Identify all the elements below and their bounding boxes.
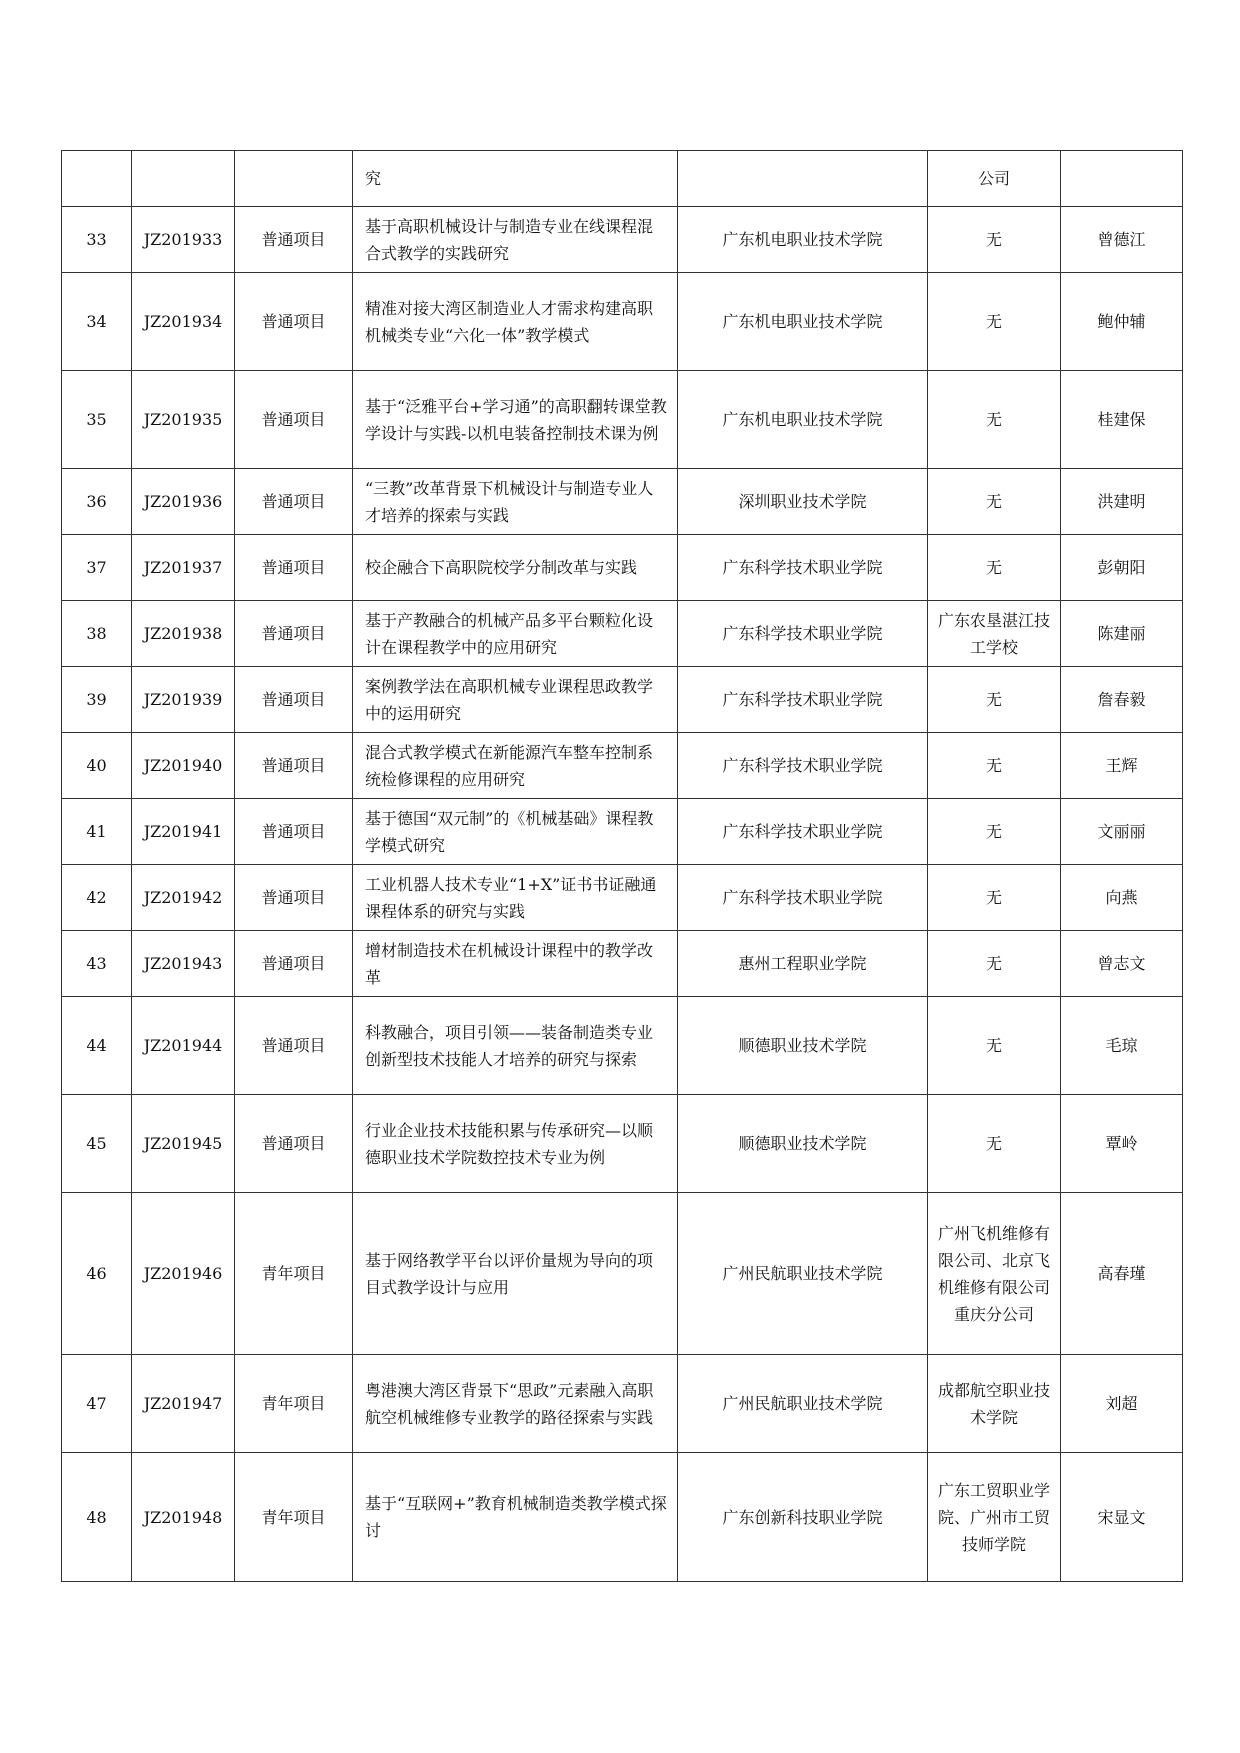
- applicant-school: 广东科学技术职业学院: [678, 601, 928, 667]
- row-number: 36: [62, 469, 132, 535]
- project-category: 青年项目: [235, 1453, 353, 1582]
- applicant-school: 广东机电职业技术学院: [678, 273, 928, 371]
- project-leader: 向燕: [1061, 865, 1183, 931]
- applicant-school: 广东科学技术职业学院: [678, 799, 928, 865]
- partner-organization: 公司: [928, 151, 1061, 207]
- table-row: [62, 865, 1183, 931]
- project-title: 精准对接大湾区制造业人才需求构建高职机械类专业“六化一体”教学模式: [353, 273, 678, 371]
- table-row: [62, 273, 1183, 371]
- partner-organization: 无: [928, 997, 1061, 1095]
- project-code: JZ201938: [132, 601, 235, 667]
- applicant-school: 广东科学技术职业学院: [678, 865, 928, 931]
- project-title: 行业企业技术技能积累与传承研究—以顺德职业技术学院数控技术专业为例: [353, 1095, 678, 1193]
- project-leader: 毛琼: [1061, 997, 1183, 1095]
- project-title: 粤港澳大湾区背景下“思政”元素融入高职航空机械维修专业教学的路径探索与实践: [353, 1355, 678, 1453]
- row-number: 37: [62, 535, 132, 601]
- project-category: 普通项目: [235, 535, 353, 601]
- table-row: [62, 207, 1183, 273]
- table-row: [62, 931, 1183, 997]
- project-leader: 曾志文: [1061, 931, 1183, 997]
- project-code: JZ201934: [132, 273, 235, 371]
- row-number: 44: [62, 997, 132, 1095]
- partner-organization: 广东农垦湛江技工学校: [928, 601, 1061, 667]
- project-category: 普通项目: [235, 799, 353, 865]
- row-number: 42: [62, 865, 132, 931]
- project-category: 普通项目: [235, 601, 353, 667]
- row-number: 34: [62, 273, 132, 371]
- applicant-school: 广东创新科技职业学院: [678, 1453, 928, 1582]
- table-row: [62, 469, 1183, 535]
- project-code: JZ201943: [132, 931, 235, 997]
- project-code: JZ201937: [132, 535, 235, 601]
- partner-organization: 无: [928, 273, 1061, 371]
- project-code: JZ201942: [132, 865, 235, 931]
- project-leader: 覃岭: [1061, 1095, 1183, 1193]
- project-leader: [1061, 151, 1183, 207]
- project-code: JZ201948: [132, 1453, 235, 1582]
- table-row: [62, 1193, 1183, 1355]
- table-row: [62, 1355, 1183, 1453]
- project-title: 基于“互联网+”教育机械制造类教学模式探讨: [353, 1453, 678, 1582]
- project-category: 普通项目: [235, 667, 353, 733]
- partner-organization: 无: [928, 469, 1061, 535]
- partner-organization: 无: [928, 799, 1061, 865]
- table-row: [62, 667, 1183, 733]
- project-code: JZ201935: [132, 371, 235, 469]
- project-leader: 文丽丽: [1061, 799, 1183, 865]
- project-title: 工业机器人技术专业“1+X”证书书证融通课程体系的研究与实践: [353, 865, 678, 931]
- project-category: 普通项目: [235, 997, 353, 1095]
- applicant-school: [678, 151, 928, 207]
- applicant-school: 广东科学技术职业学院: [678, 733, 928, 799]
- project-leader: 曾德江: [1061, 207, 1183, 273]
- project-title: 校企融合下高职院校学分制改革与实践: [353, 535, 678, 601]
- project-code: JZ201936: [132, 469, 235, 535]
- project-leader: 洪建明: [1061, 469, 1183, 535]
- project-leader: 詹春毅: [1061, 667, 1183, 733]
- row-number: 43: [62, 931, 132, 997]
- applicant-school: 广东机电职业技术学院: [678, 207, 928, 273]
- project-code: JZ201940: [132, 733, 235, 799]
- project-category: [235, 151, 353, 207]
- project-title: 基于高职机械设计与制造专业在线课程混合式教学的实践研究: [353, 207, 678, 273]
- partner-organization: 广东工贸职业学院、广州市工贸技师学院: [928, 1453, 1061, 1582]
- row-number: 33: [62, 207, 132, 273]
- partner-organization: 无: [928, 535, 1061, 601]
- partner-organization: 无: [928, 1095, 1061, 1193]
- applicant-school: 广州民航职业技术学院: [678, 1355, 928, 1453]
- table-row: [62, 733, 1183, 799]
- partner-organization: 无: [928, 865, 1061, 931]
- applicant-school: 惠州工程职业学院: [678, 931, 928, 997]
- project-category: 普通项目: [235, 1095, 353, 1193]
- project-code: JZ201933: [132, 207, 235, 273]
- project-leader: 鲍仲辅: [1061, 273, 1183, 371]
- project-category: 普通项目: [235, 733, 353, 799]
- project-category: 青年项目: [235, 1193, 353, 1355]
- table-body: [62, 151, 1183, 1582]
- project-category: 普通项目: [235, 273, 353, 371]
- row-number: 47: [62, 1355, 132, 1453]
- partner-organization: 无: [928, 733, 1061, 799]
- project-title: 案例教学法在高职机械专业课程思政教学中的运用研究: [353, 667, 678, 733]
- project-category: 普通项目: [235, 371, 353, 469]
- applicant-school: 广东科学技术职业学院: [678, 667, 928, 733]
- row-number: 35: [62, 371, 132, 469]
- project-title: 基于网络教学平台以评价量规为导向的项目式教学设计与应用: [353, 1193, 678, 1355]
- row-number: 41: [62, 799, 132, 865]
- partner-organization: 广州飞机维修有限公司、北京飞机维修有限公司重庆分公司: [928, 1193, 1061, 1355]
- project-leader: 陈建丽: [1061, 601, 1183, 667]
- project-code: JZ201944: [132, 997, 235, 1095]
- row-number: 45: [62, 1095, 132, 1193]
- row-number: 46: [62, 1193, 132, 1355]
- table-row: [62, 601, 1183, 667]
- project-title: “三教”改革背景下机械设计与制造专业人才培养的探索与实践: [353, 469, 678, 535]
- project-title: 混合式教学模式在新能源汽车整车控制系统检修课程的应用研究: [353, 733, 678, 799]
- table-row: [62, 151, 1183, 207]
- applicant-school: 深圳职业技术学院: [678, 469, 928, 535]
- partner-organization: 无: [928, 931, 1061, 997]
- project-code: [132, 151, 235, 207]
- applicant-school: 顺德职业技术学院: [678, 1095, 928, 1193]
- project-leader: 高春瑾: [1061, 1193, 1183, 1355]
- project-leader: 宋显文: [1061, 1453, 1183, 1582]
- row-number: 39: [62, 667, 132, 733]
- project-list-table: [61, 150, 1183, 1582]
- project-title: 究: [353, 151, 678, 207]
- project-leader: 王辉: [1061, 733, 1183, 799]
- partner-organization: 成都航空职业技术学院: [928, 1355, 1061, 1453]
- applicant-school: 广州民航职业技术学院: [678, 1193, 928, 1355]
- applicant-school: 顺德职业技术学院: [678, 997, 928, 1095]
- project-code: JZ201939: [132, 667, 235, 733]
- project-title: 增材制造技术在机械设计课程中的教学改革: [353, 931, 678, 997]
- project-title: 基于产教融合的机械产品多平台颗粒化设计在课程教学中的应用研究: [353, 601, 678, 667]
- partner-organization: 无: [928, 667, 1061, 733]
- row-number: 38: [62, 601, 132, 667]
- project-category: 普通项目: [235, 865, 353, 931]
- row-number: [62, 151, 132, 207]
- project-code: JZ201946: [132, 1193, 235, 1355]
- table-row: [62, 1095, 1183, 1193]
- project-category: 普通项目: [235, 931, 353, 997]
- project-title: 基于“泛雅平台+学习通”的高职翻转课堂教学设计与实践-以机电装备控制技术课为例: [353, 371, 678, 469]
- project-leader: 桂建保: [1061, 371, 1183, 469]
- partner-organization: 无: [928, 207, 1061, 273]
- table-row: [62, 535, 1183, 601]
- table-row: [62, 371, 1183, 469]
- project-code: JZ201941: [132, 799, 235, 865]
- row-number: 48: [62, 1453, 132, 1582]
- applicant-school: 广东机电职业技术学院: [678, 371, 928, 469]
- project-category: 普通项目: [235, 207, 353, 273]
- project-title: 基于德国“双元制”的《机械基础》课程教学模式研究: [353, 799, 678, 865]
- project-category: 普通项目: [235, 469, 353, 535]
- project-code: JZ201947: [132, 1355, 235, 1453]
- project-leader: 刘超: [1061, 1355, 1183, 1453]
- table-row: [62, 1453, 1183, 1582]
- partner-organization: 无: [928, 371, 1061, 469]
- applicant-school: 广东科学技术职业学院: [678, 535, 928, 601]
- project-leader: 彭朝阳: [1061, 535, 1183, 601]
- project-category: 青年项目: [235, 1355, 353, 1453]
- table-row: [62, 799, 1183, 865]
- project-title: 科教融合，项目引领——装备制造类专业创新型技术技能人才培养的研究与探索: [353, 997, 678, 1095]
- table-row: [62, 997, 1183, 1095]
- project-code: JZ201945: [132, 1095, 235, 1193]
- row-number: 40: [62, 733, 132, 799]
